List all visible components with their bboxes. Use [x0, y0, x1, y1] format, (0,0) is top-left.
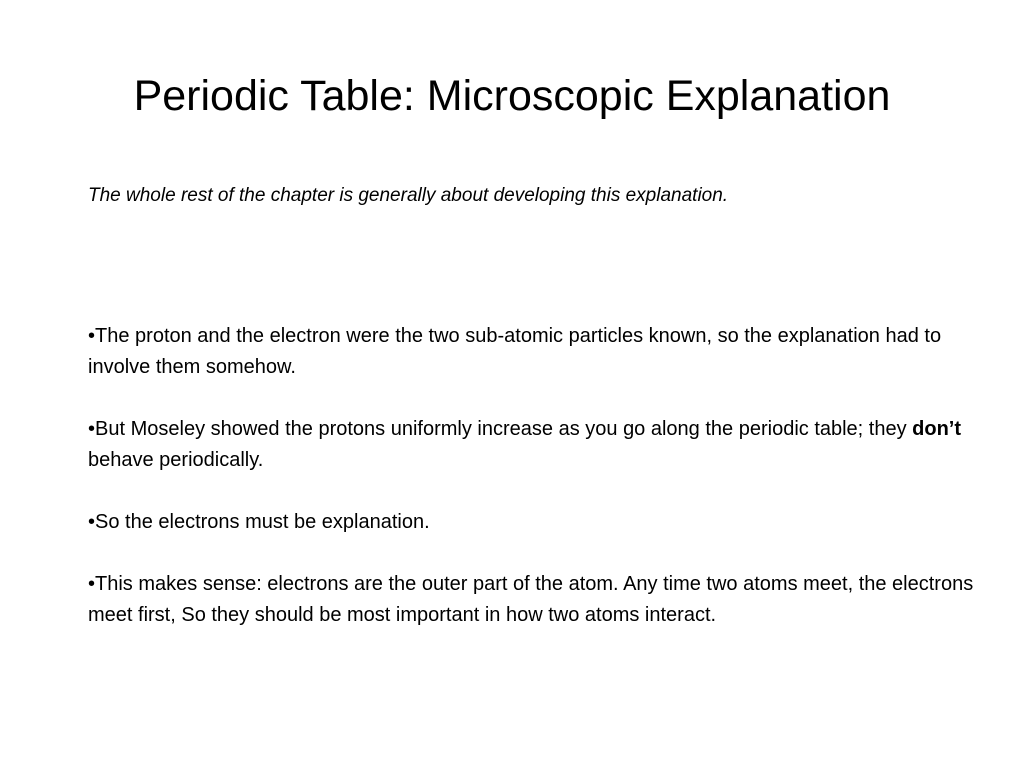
bullet-text: So the electrons must be explanation.	[95, 511, 430, 533]
bullet-text-emphasis: don’t	[912, 418, 962, 440]
bullet-text: This makes sense: electrons are the outer part of the atom. Any time two atoms meet, the electrons meet first, So they should be most important in how two atoms interact.	[88, 573, 974, 626]
bullet-marker: •	[88, 511, 96, 533]
bullet-marker: •	[88, 418, 96, 440]
bullet-text-before: But Moseley showed the protons uniformly increase as you go along the periodic table; they	[95, 418, 913, 440]
bullet-item-protons-electrons	[88, 321, 988, 383]
bullet-item-makes-sense	[88, 569, 988, 631]
bullet-list	[88, 321, 988, 631]
slide-title: Periodic Table: Microscopic Explanation	[133, 72, 891, 120]
bullet-marker: •	[88, 573, 96, 595]
bullet-item-electrons	[88, 507, 988, 538]
bullet-item-moseley	[88, 414, 988, 476]
slide-subtitle: The whole rest of the chapter is generally about developing this explanation.	[88, 185, 729, 206]
bullet-marker: •	[88, 325, 96, 347]
bullet-text-after: behave periodically.	[88, 449, 264, 471]
bullet-text: The proton and the electron were the two sub-atomic particles known, so the explanation had to involve them somehow.	[88, 325, 942, 378]
